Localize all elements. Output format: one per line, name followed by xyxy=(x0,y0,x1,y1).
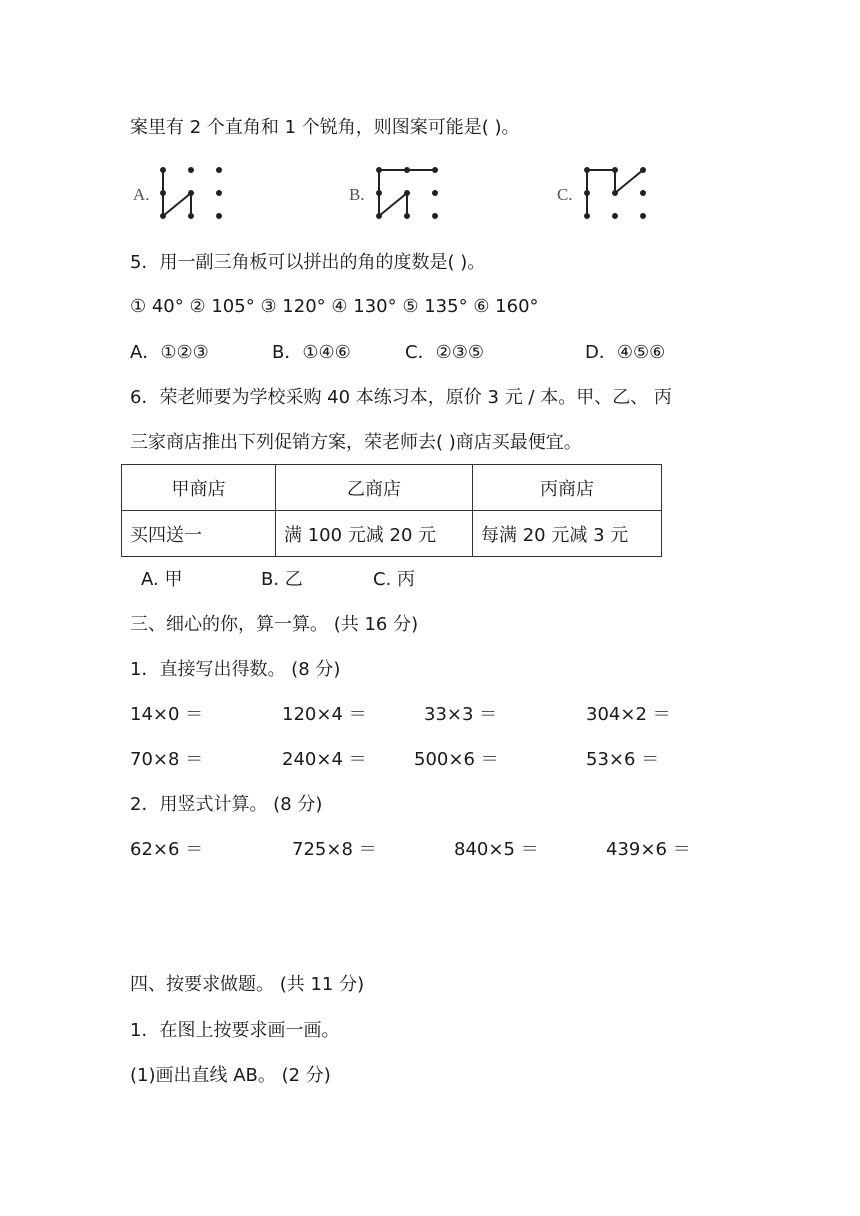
q6-line1: 6．荣老师要为学校采购 40 本练习本，原价 3 元 / 本。甲、乙、 丙 xyxy=(130,387,672,408)
vertical-calc-item: 439×6 ＝ xyxy=(606,839,691,860)
q5-choice-b: B．①④⑥ xyxy=(272,342,351,363)
angle-1: ① 40° xyxy=(130,296,184,317)
calc-item: 70×8 ＝ xyxy=(130,749,204,770)
q6-choice-b: B. 乙 xyxy=(261,569,303,590)
option-a-label: A. xyxy=(133,185,150,204)
q5-choice-a: A．①②③ xyxy=(130,342,209,363)
dot-grid-figure-icon-c xyxy=(582,165,652,221)
option-c-label: C. xyxy=(557,185,573,204)
angle-5: ⑤ 135° xyxy=(402,296,468,317)
angle-6: ⑥ 160° xyxy=(473,296,539,317)
table-header-cell: 丙商店 xyxy=(473,465,662,511)
table-row xyxy=(122,511,662,557)
table-cell: 买四送一 xyxy=(122,511,276,557)
q4-text: 案里有 2 个直角和 1 个锐角，则图案可能是( )。 xyxy=(130,117,520,138)
section3-title: 三、细心的你，算一算。 (共 16 分) xyxy=(130,614,419,635)
angle-4: ④ 130° xyxy=(331,296,397,317)
section4-sub1: 1．在图上按要求画一画。 xyxy=(130,1020,340,1041)
q5-angles xyxy=(130,295,539,319)
calc-item: 500×6 ＝ xyxy=(414,749,499,770)
table-cell: 满 100 元减 20 元 xyxy=(276,511,473,557)
vertical-calc-item: 725×8 ＝ xyxy=(292,839,377,860)
vertical-calc-item: 62×6 ＝ xyxy=(130,839,204,860)
q5-text: 5．用一副三角板可以拼出的角的度数是( )。 xyxy=(130,252,486,273)
section4-sub1a: (1)画出直线 AB。 (2 分) xyxy=(130,1065,331,1086)
section4-title: 四、按要求做题。 (共 11 分) xyxy=(130,974,365,995)
calc-item: 14×0 ＝ xyxy=(130,704,204,725)
section3-sub1: 1．直接写出得数。 (8 分) xyxy=(130,659,341,680)
q6-choice-a: A. 甲 xyxy=(141,569,183,590)
table-cell: 每满 20 元减 3 元 xyxy=(473,511,662,557)
q5-choice-c: C．②③⑤ xyxy=(405,342,484,363)
q6-line2: 三家商店推出下列促销方案，荣老师去( )商店买最便宜。 xyxy=(130,432,582,453)
q6-choice-c: C. 丙 xyxy=(373,569,416,590)
calc-item: 240×4 ＝ xyxy=(282,749,367,770)
vertical-calc-item: 840×5 ＝ xyxy=(454,839,539,860)
calc-item: 33×3 ＝ xyxy=(424,704,498,725)
angle-3: ③ 120° xyxy=(260,296,326,317)
calc-item: 53×6 ＝ xyxy=(586,749,660,770)
q5-choice-d: D．④⑤⑥ xyxy=(585,342,666,363)
dot-grid-figure-icon-a xyxy=(158,165,228,221)
section3-sub2: 2．用竖式计算。 (8 分) xyxy=(130,794,323,815)
dot-grid-figure-icon-b xyxy=(374,165,444,221)
option-b-label: B. xyxy=(349,185,365,204)
table-header-cell: 甲商店 xyxy=(122,465,276,511)
table-header-cell: 乙商店 xyxy=(276,465,473,511)
promotion-table xyxy=(121,464,662,557)
calc-item: 120×4 ＝ xyxy=(282,704,367,725)
table-header-row xyxy=(122,465,662,511)
calc-item: 304×2 ＝ xyxy=(586,704,671,725)
angle-2: ② 105° xyxy=(189,296,255,317)
